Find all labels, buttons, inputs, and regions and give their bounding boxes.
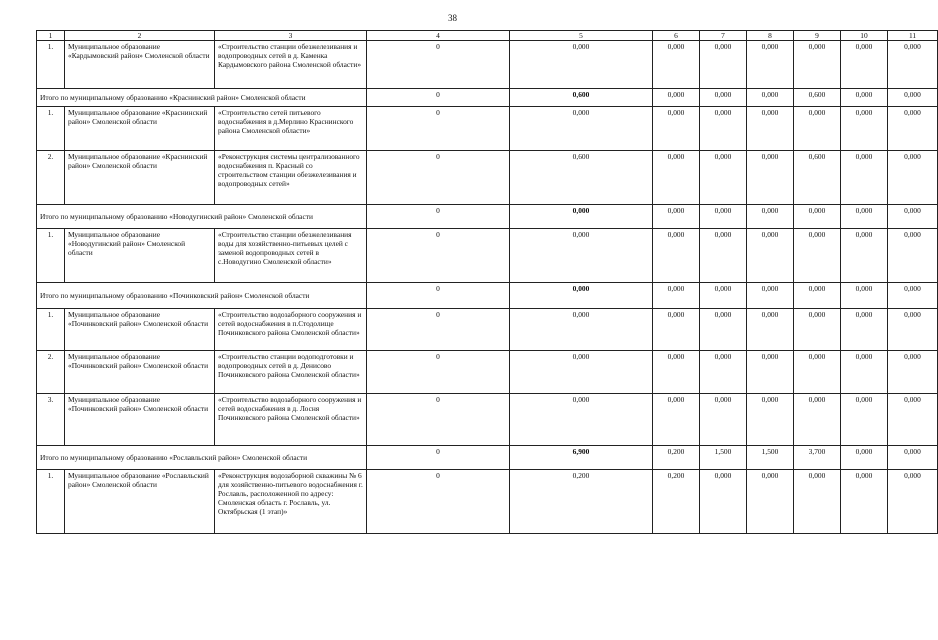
value-cell-11: 0,000	[888, 309, 938, 351]
value-cell-6: 0,000	[653, 394, 700, 446]
value-cell-7: 0,000	[700, 351, 747, 394]
value-cell-4: 0	[367, 283, 510, 309]
table-row	[37, 229, 938, 283]
value-cell-9: 0,000	[794, 107, 841, 151]
value-cell-5: 0,000	[510, 309, 653, 351]
column-header: 10	[841, 31, 888, 41]
column-header: 7	[700, 31, 747, 41]
object-cell: «Строительство станции обезжелезивания и водопроводных сетей в д. Каменка Кардымовского района Смоленской области»	[215, 41, 367, 89]
value-cell-11: 0,000	[888, 470, 938, 534]
column-header: 5	[510, 31, 653, 41]
row-number: 1.	[37, 309, 65, 351]
value-cell-7: 0,000	[700, 309, 747, 351]
value-cell-5: 0,200	[510, 470, 653, 534]
municipality-cell: Муниципальное образование «Новодугинский район» Смоленской области	[65, 229, 215, 283]
value-cell-4: 0	[367, 309, 510, 351]
value-cell-6: 0,000	[653, 283, 700, 309]
row-number: 1.	[37, 470, 65, 534]
municipality-cell: Муниципальное образование «Краснинский район» Смоленской области	[65, 107, 215, 151]
value-cell-9: 0,000	[794, 351, 841, 394]
value-cell-4: 0	[367, 41, 510, 89]
column-header: 8	[747, 31, 794, 41]
budget-table	[36, 30, 938, 534]
value-cell-7: 0,000	[700, 107, 747, 151]
value-cell-9: 0,600	[794, 89, 841, 107]
value-cell-8: 0,000	[747, 394, 794, 446]
value-cell-6: 0,000	[653, 351, 700, 394]
total-row	[37, 446, 938, 470]
value-cell-5: 0,000	[510, 229, 653, 283]
table-row	[37, 309, 938, 351]
value-cell-10: 0,000	[841, 107, 888, 151]
value-cell-8: 0,000	[747, 229, 794, 283]
value-cell-7: 0,000	[700, 205, 747, 229]
value-cell-10: 0,000	[841, 446, 888, 470]
value-cell-6: 0,000	[653, 107, 700, 151]
total-label: Итого по муниципальному образованию «Починковский район» Смоленской области	[37, 283, 367, 309]
value-cell-4: 0	[367, 151, 510, 205]
value-cell-4: 0	[367, 229, 510, 283]
value-cell-11: 0,000	[888, 151, 938, 205]
value-cell-8: 0,000	[747, 351, 794, 394]
value-cell-8: 0,000	[747, 107, 794, 151]
column-header: 6	[653, 31, 700, 41]
row-number: 1.	[37, 229, 65, 283]
value-cell-8: 0,000	[747, 470, 794, 534]
value-cell-8: 0,000	[747, 283, 794, 309]
total-row	[37, 283, 938, 309]
total-label: Итого по муниципальному образованию «Рославльский район» Смоленской области	[37, 446, 367, 470]
row-number: 2.	[37, 151, 65, 205]
value-cell-9: 0,000	[794, 470, 841, 534]
column-header: 9	[794, 31, 841, 41]
value-cell-6: 0,000	[653, 151, 700, 205]
table-row	[37, 394, 938, 446]
column-header: 4	[367, 31, 510, 41]
value-cell-9: 0,000	[794, 229, 841, 283]
value-cell-11: 0,000	[888, 205, 938, 229]
value-cell-7: 0,000	[700, 151, 747, 205]
value-cell-8: 0,000	[747, 309, 794, 351]
table-row	[37, 151, 938, 205]
value-cell-5: 0,600	[510, 151, 653, 205]
value-cell-4: 0	[367, 107, 510, 151]
row-number: 1.	[37, 41, 65, 89]
value-cell-9: 0,000	[794, 205, 841, 229]
object-cell: «Реконструкция водозаборной скважины № 6 для хозяйственно-питьевого водоснабжения г. Рославль, расположенной по адресу: Смоленская область г. Рославль, ул. Октябрьская (1 этап)»	[215, 470, 367, 534]
value-cell-8: 0,000	[747, 205, 794, 229]
object-cell: «Строительство водозаборного сооружения и сетей водоснабжения в п.Стодолище Починковского района Смоленской области»	[215, 309, 367, 351]
value-cell-8: 1,500	[747, 446, 794, 470]
value-cell-10: 0,000	[841, 309, 888, 351]
value-cell-7: 0,000	[700, 229, 747, 283]
value-cell-8: 0,000	[747, 89, 794, 107]
value-cell-9: 0,000	[794, 309, 841, 351]
value-cell-6: 0,000	[653, 205, 700, 229]
value-cell-11: 0,000	[888, 107, 938, 151]
value-cell-5: 0,000	[510, 41, 653, 89]
value-cell-10: 0,000	[841, 283, 888, 309]
value-cell-11: 0,000	[888, 351, 938, 394]
table-row	[37, 470, 938, 534]
value-cell-10: 0,000	[841, 89, 888, 107]
object-cell: «Строительство станции обезжелезивания воды для хозяйственно-питьевых целей с заменой водопроводных сетей в с.Новодугино Смоленской области»	[215, 229, 367, 283]
value-cell-11: 0,000	[888, 394, 938, 446]
row-number: 1.	[37, 107, 65, 151]
value-cell-7: 1,500	[700, 446, 747, 470]
column-header: 1	[37, 31, 65, 41]
table-row	[37, 41, 938, 89]
value-cell-7: 0,000	[700, 89, 747, 107]
total-row	[37, 205, 938, 229]
value-cell-11: 0,000	[888, 446, 938, 470]
object-cell: «Строительство станции водоподготовки и водопроводных сетей в д. Денисово Починковского района Смоленской области»	[215, 351, 367, 394]
value-cell-9: 0,000	[794, 283, 841, 309]
value-cell-5: 6,900	[510, 446, 653, 470]
value-cell-4: 0	[367, 394, 510, 446]
page-number: 38	[448, 13, 457, 23]
municipality-cell: Муниципальное образование «Краснинский район» Смоленской области	[65, 151, 215, 205]
municipality-cell: Муниципальное образование «Починковский район» Смоленской области	[65, 394, 215, 446]
value-cell-4: 0	[367, 351, 510, 394]
value-cell-6: 0,000	[653, 309, 700, 351]
value-cell-10: 0,000	[841, 205, 888, 229]
municipality-cell: Муниципальное образование «Починковский район» Смоленской области	[65, 309, 215, 351]
object-cell: «Строительство водозаборного сооружения и сетей водоснабжения в д. Лосня Починковского района Смоленской области»	[215, 394, 367, 446]
value-cell-10: 0,000	[841, 470, 888, 534]
value-cell-11: 0,000	[888, 89, 938, 107]
value-cell-5: 0,000	[510, 205, 653, 229]
municipality-cell: Муниципальное образование «Починковский район» Смоленской области	[65, 351, 215, 394]
value-cell-9: 3,700	[794, 446, 841, 470]
value-cell-11: 0,000	[888, 283, 938, 309]
value-cell-6: 0,200	[653, 470, 700, 534]
value-cell-5: 0,000	[510, 107, 653, 151]
value-cell-10: 0,000	[841, 351, 888, 394]
value-cell-6: 0,000	[653, 41, 700, 89]
municipality-cell: Муниципальное образование «Рославльский район» Смоленской области	[65, 470, 215, 534]
header-row	[37, 31, 938, 41]
total-label: Итого по муниципальному образованию «Краснинский район» Смоленской области	[37, 89, 367, 107]
column-header: 11	[888, 31, 938, 41]
value-cell-5: 0,000	[510, 394, 653, 446]
value-cell-4: 0	[367, 205, 510, 229]
column-header: 2	[65, 31, 215, 41]
value-cell-11: 0,000	[888, 229, 938, 283]
table-row	[37, 107, 938, 151]
value-cell-10: 0,000	[841, 151, 888, 205]
value-cell-4: 0	[367, 470, 510, 534]
value-cell-9: 0,600	[794, 151, 841, 205]
value-cell-7: 0,000	[700, 41, 747, 89]
value-cell-5: 0,000	[510, 283, 653, 309]
table-row	[37, 351, 938, 394]
object-cell: «Строительство сетей питьевого водоснабжения в д.Мерлино Краснинского района Смоленской области»	[215, 107, 367, 151]
value-cell-9: 0,000	[794, 41, 841, 89]
object-cell: «Реконструкция системы централизованного водоснабжения п. Красный со строительством станции обезжелезивания и водопроводных сетей»	[215, 151, 367, 205]
value-cell-4: 0	[367, 89, 510, 107]
value-cell-8: 0,000	[747, 151, 794, 205]
value-cell-7: 0,000	[700, 394, 747, 446]
municipality-cell: Муниципальное образование «Кардымовский район» Смоленской области	[65, 41, 215, 89]
table-body	[37, 31, 938, 534]
value-cell-11: 0,000	[888, 41, 938, 89]
value-cell-8: 0,000	[747, 41, 794, 89]
value-cell-7: 0,000	[700, 470, 747, 534]
value-cell-5: 0,000	[510, 351, 653, 394]
value-cell-7: 0,000	[700, 283, 747, 309]
total-label: Итого по муниципальному образованию «Новодугинский район» Смоленской области	[37, 205, 367, 229]
row-number: 2.	[37, 351, 65, 394]
value-cell-10: 0,000	[841, 41, 888, 89]
value-cell-5: 0,600	[510, 89, 653, 107]
row-number: 3.	[37, 394, 65, 446]
value-cell-9: 0,000	[794, 394, 841, 446]
total-row	[37, 89, 938, 107]
value-cell-10: 0,000	[841, 394, 888, 446]
value-cell-6: 0,200	[653, 446, 700, 470]
value-cell-10: 0,000	[841, 229, 888, 283]
column-header: 3	[215, 31, 367, 41]
value-cell-4: 0	[367, 446, 510, 470]
value-cell-6: 0,000	[653, 229, 700, 283]
value-cell-6: 0,000	[653, 89, 700, 107]
